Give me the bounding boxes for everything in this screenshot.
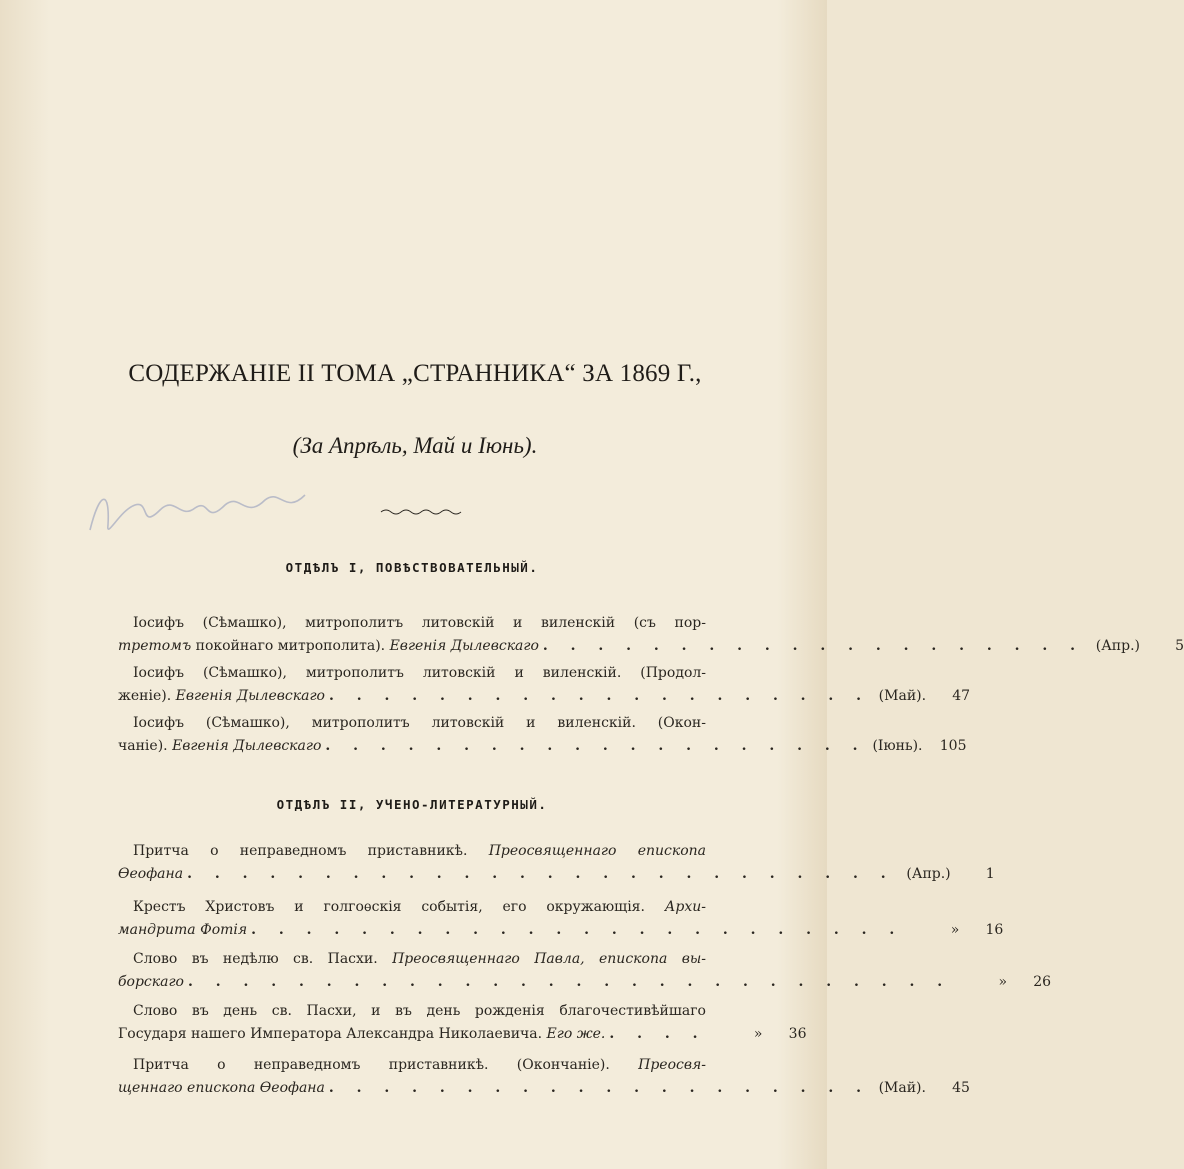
leader-dots: . . . . . . . . . . . . . . . . . . . . [328,688,871,704]
entry-month: (Май). [878,1080,926,1096]
toc-entry[interactable]: Притча о неправедномъ приставникѣ. (Окончаніе). Преосвя- щеннаго епископа Ѳеофана . . . . . . . . . . . . . . . . . . . . (Май). 45 [118,1054,706,1100]
entry-page: 1 [985,866,995,882]
entry-page: 45 [952,1080,970,1096]
entry-author: мандрита Фотія [118,922,248,938]
wavy-rule-icon [381,507,461,517]
entry-page: 26 [1033,974,1052,990]
section-heading: ОТДѢЛЪ I, ПОВѢСТВОВАТЕЛЬНЫЙ. [285,560,539,575]
toc-entry[interactable]: Іосифъ (Сѣмашко), митрополитъ литовскій и виленскій (съ пор- третомъ покойнаго митрополита). Евгенія Дылевскаго . . . . . . . . . . . . . . . . . . . . (Апр.) 5 [118,612,706,658]
entry-month: (Май). [878,688,927,704]
leader-dots: . . . . . . . . . . . . . . . . . . . . [325,738,867,754]
leader-dots: . . . . . . . . . . . . . . . . . . . . . . . . . . [187,866,895,882]
entry-author: щеннаго епископа Ѳеофана [118,1080,325,1096]
entry-page: 16 [985,922,1004,938]
leader-dots: . . . . . . . . . . . . . . . . . . . . . . . . . . . . [188,974,952,990]
entry-page: 5 [1175,638,1184,654]
entry-page: 47 [952,688,971,704]
page-subtitle: (За Апрѣль, Май и Іюнь). [292,433,538,458]
leader-dots: . . . . . . . . . . . . . . . . . . . . . . . . [251,922,904,938]
entry-month: » [998,974,1008,990]
leader-dots: . . . . . . . . . . . . . . . . . . . . [328,1080,870,1096]
toc-entry[interactable]: Іосифъ (Сѣмашко), митрополитъ литовскій и виленскій. (Продол- женіе). Евгенія Дылевскаго . . . . . . . . . . . . . . . . . . . . (Май). 47 [118,662,706,708]
section-heading: ОТДѢЛЪ II, УЧЕНО-ЛИТЕРАТУРНЫЙ. [276,797,548,812]
toc-entry[interactable]: Слово въ недѣлю св. Пасхи. Преосвященнаго Павла, епископа вы- борскаго . . . . . . . . . . . . . . . . . . . . . . . . . . . . » 26 [118,948,706,994]
leader-dots: . . . . [609,1026,707,1042]
entry-line: Іосифъ (Сѣмашко), митрополитъ литовскій и виленскій (съ пор- [133,615,706,631]
entry-month: (Апр.) [1095,638,1141,654]
entry-author: Ѳеофана [118,866,184,882]
entry-page: 36 [788,1026,807,1042]
toc-entry[interactable]: Притча о неправедномъ приставникѣ. Преосвященнаго епископа Ѳеофана . . . . . . . . . . . . . . . . . . . . . . . . . . (Апр.) 1 [118,840,706,886]
entry-month: (Апр.) [906,866,951,882]
toc-entry[interactable]: Крестъ Христовъ и голгоѳскія событія, его окружающія. Архи- мандрита Фотія . . . . . . . . . . . . . . . . . . . . . . . . » 16 [118,896,706,942]
toc-entry[interactable]: Іосифъ (Сѣмашко), митрополитъ литовскій и виленскій. (Окон- чаніе). Евгенія Дылевскаго . . . . . . . . . . . . . . . . . . . . (Іюнь). 105 [118,712,706,758]
page-title: СОДЕРЖАНІЕ II ТОМА „СТРАННИКА“ ЗА 1869 Г., [128,360,702,387]
pencil-annotation-icon [80,470,320,550]
entry-author: Его же. [546,1026,606,1042]
entry-author: Евгенія Дылевскаго [175,688,325,704]
entry-author: Евгенія Дылевскаго [389,638,539,654]
entry-month: » [753,1026,763,1042]
entry-page: 105 [939,738,967,754]
entry-month: » [950,922,960,938]
entry-author: борскаго [118,974,184,990]
entry-month: (Іюнь). [872,738,923,754]
leader-dots: . . . . . . . . . . . . . . . . . . . . [542,638,1085,654]
toc-entry[interactable]: Слово въ день св. Пасхи, и въ день рожденія благочестивѣйшаго Государя нашего Императора Александра Николаевича. Его же. . . . . » 36 [118,1000,706,1046]
entry-author: Евгенія Дылевскаго [172,738,322,754]
